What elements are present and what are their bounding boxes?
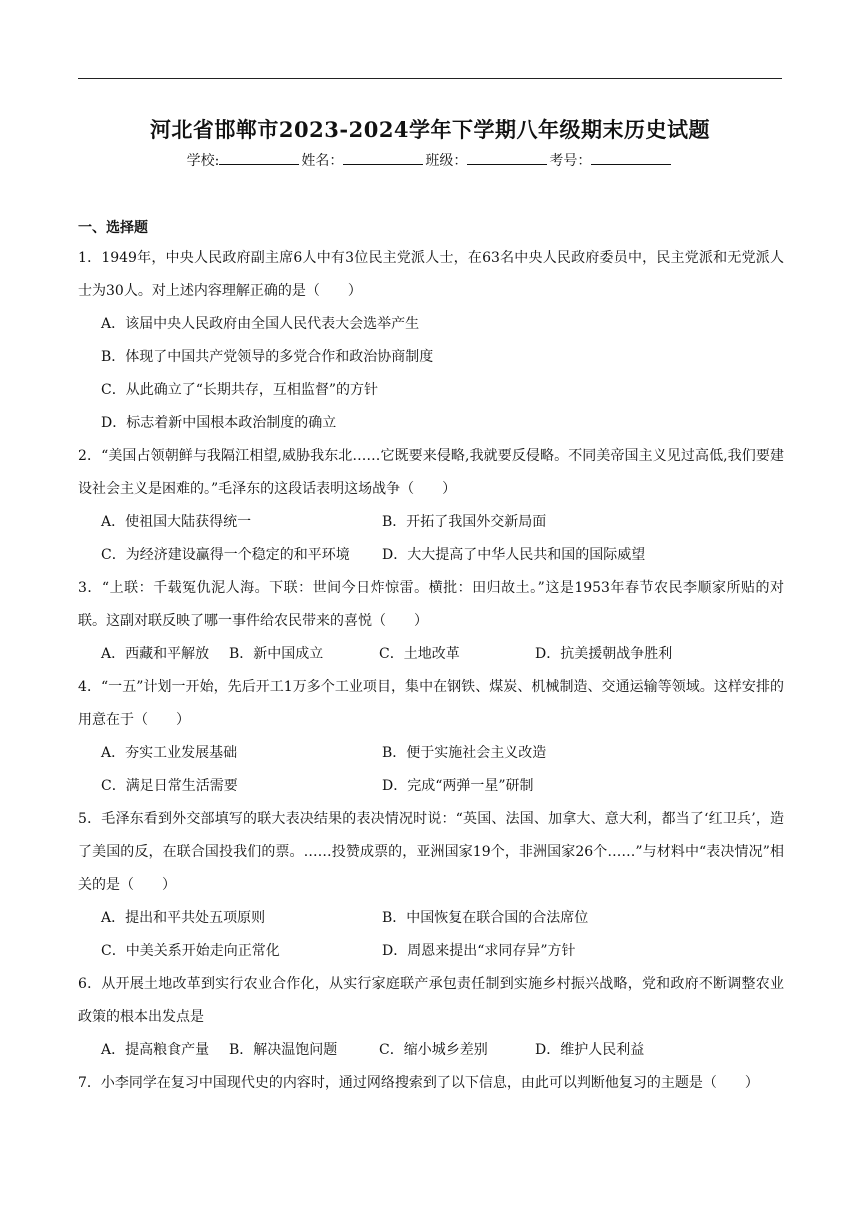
- student-info-line: [0, 150, 860, 170]
- section-heading: 一、选择题: [78, 220, 148, 236]
- option-d[interactable]: D．完成“两弹一星”研制: [382, 778, 534, 794]
- option-d[interactable]: D．周恩来提出“求同存异”方针: [382, 943, 576, 959]
- class-label: 班级：: [425, 153, 468, 169]
- question-stem: 1．1949年，中央人民政府副主席6人中有3位民主党派人士，在63名中央人民政府委员中，民主党派和无党派人士为30人。对上述内容理解正确的是（ ）: [78, 250, 784, 299]
- name-field: [301, 150, 425, 170]
- question-3: [78, 572, 784, 671]
- question-stem: 7．小李同学在复习中国现代史的内容时，通过网络搜索到了以下信息，由此可以判断他复习的主题是（ ）: [78, 1075, 759, 1091]
- option-b[interactable]: B．体现了中国共产党领导的多党合作和政治协商制度: [101, 349, 434, 365]
- option-a[interactable]: A．该届中央人民政府由全国人民代表大会选举产生: [101, 316, 420, 332]
- question-7: [78, 1067, 784, 1100]
- question-stem: 3．“上联：千载冤仇泥人海。下联：世间今日炸惊雷。横批：田归故土。”这是1953年春节农民李顺家所贴的对联。这副对联反映了哪一事件给农民带来的喜悦（ ）: [78, 580, 784, 629]
- page-title: 河北省邯郸市2023-2024学年下学期八年级期末历史试题: [149, 117, 711, 142]
- options: [78, 737, 784, 803]
- question-5: [78, 803, 784, 968]
- question-2: [78, 440, 784, 572]
- class-blank[interactable]: [467, 152, 547, 165]
- option-d[interactable]: D．维护人民利益: [535, 1042, 645, 1058]
- option-c[interactable]: C．从此确立了“长期共存，互相监督”的方针: [101, 382, 379, 398]
- option-b[interactable]: B．解决温饱问题: [229, 1042, 338, 1058]
- option-b[interactable]: B．中国恢复在联合国的合法席位: [382, 910, 589, 926]
- name-label: 姓名：: [301, 153, 344, 169]
- question-stem: 4．“一五”计划一开始，先后开工1万多个工业项目，集中在钢铁、煤炭、机械制造、交通运输等领域。这样安排的用意在于（ ）: [78, 679, 784, 728]
- option-a[interactable]: A．提高粮食产量: [101, 1042, 210, 1058]
- option-d[interactable]: D．大大提高了中华人民共和国的国际威望: [382, 547, 646, 563]
- options: [78, 1034, 784, 1067]
- options: [78, 506, 784, 572]
- options: [78, 902, 784, 968]
- option-c[interactable]: C．为经济建设赢得一个稳定的和平环境: [101, 547, 350, 563]
- option-d[interactable]: D．标志着新中国根本政治制度的确立: [101, 415, 337, 431]
- options: [78, 308, 784, 440]
- question-4: [78, 671, 784, 803]
- question-stem: 5．毛泽东看到外交部填写的联大表决结果的表决情况时说：“英国、法国、加拿大、意大利，都当了‘红卫兵’，造了美国的反，在联合国投我们的票。……投赞成票的，亚洲国家19个，非洲国家26个……”与材料中“表决情况”相关的是（ ）: [78, 811, 784, 893]
- option-a[interactable]: A．夯实工业发展基础: [101, 745, 238, 761]
- option-c[interactable]: C．中美关系开始走向正常化: [101, 943, 280, 959]
- option-c[interactable]: C．缩小城乡差别: [379, 1042, 488, 1058]
- option-a[interactable]: A．使祖国大陆获得统一: [101, 514, 252, 530]
- school-blank[interactable]: [219, 152, 299, 165]
- question-list: [78, 214, 784, 1100]
- option-a[interactable]: A．西藏和平解放: [101, 646, 210, 662]
- option-c[interactable]: C．土地改革: [379, 646, 460, 662]
- option-a[interactable]: A．提出和平共处五项原则: [101, 910, 266, 926]
- exam-no-blank[interactable]: [591, 152, 671, 165]
- header-rule: [78, 78, 782, 79]
- option-c[interactable]: C．满足日常生活需要: [101, 778, 238, 794]
- name-blank[interactable]: [343, 152, 423, 165]
- exam-no-label: 考号：: [549, 153, 592, 169]
- exam-no-field: [549, 150, 673, 170]
- option-d[interactable]: D．抗美援朝战争胜利: [535, 646, 673, 662]
- class-field: [425, 150, 549, 170]
- question-stem: 6．从开展土地改革到实行农业合作化，从实行家庭联产承包责任制到实施乡村振兴战略，党和政府不断调整农业政策的根本出发点是: [78, 976, 784, 1025]
- option-b[interactable]: B．开拓了我国外交新局面: [382, 514, 547, 530]
- question-6: [78, 968, 784, 1067]
- option-b[interactable]: B．新中国成立: [229, 646, 324, 662]
- school-field: [187, 150, 302, 170]
- question-stem: 2．“美国占领朝鲜与我隔江相望,威胁我东北……它既要来侵略,我就要反侵略。不同美帝国主义见过高低,我们要建设社会主义是困难的。”毛泽东的这段话表明这场战争（ ）: [78, 448, 784, 497]
- options: [78, 638, 784, 671]
- question-1: [78, 242, 784, 440]
- school-label: 学校:: [186, 153, 220, 169]
- option-b[interactable]: B．便于实施社会主义改造: [382, 745, 547, 761]
